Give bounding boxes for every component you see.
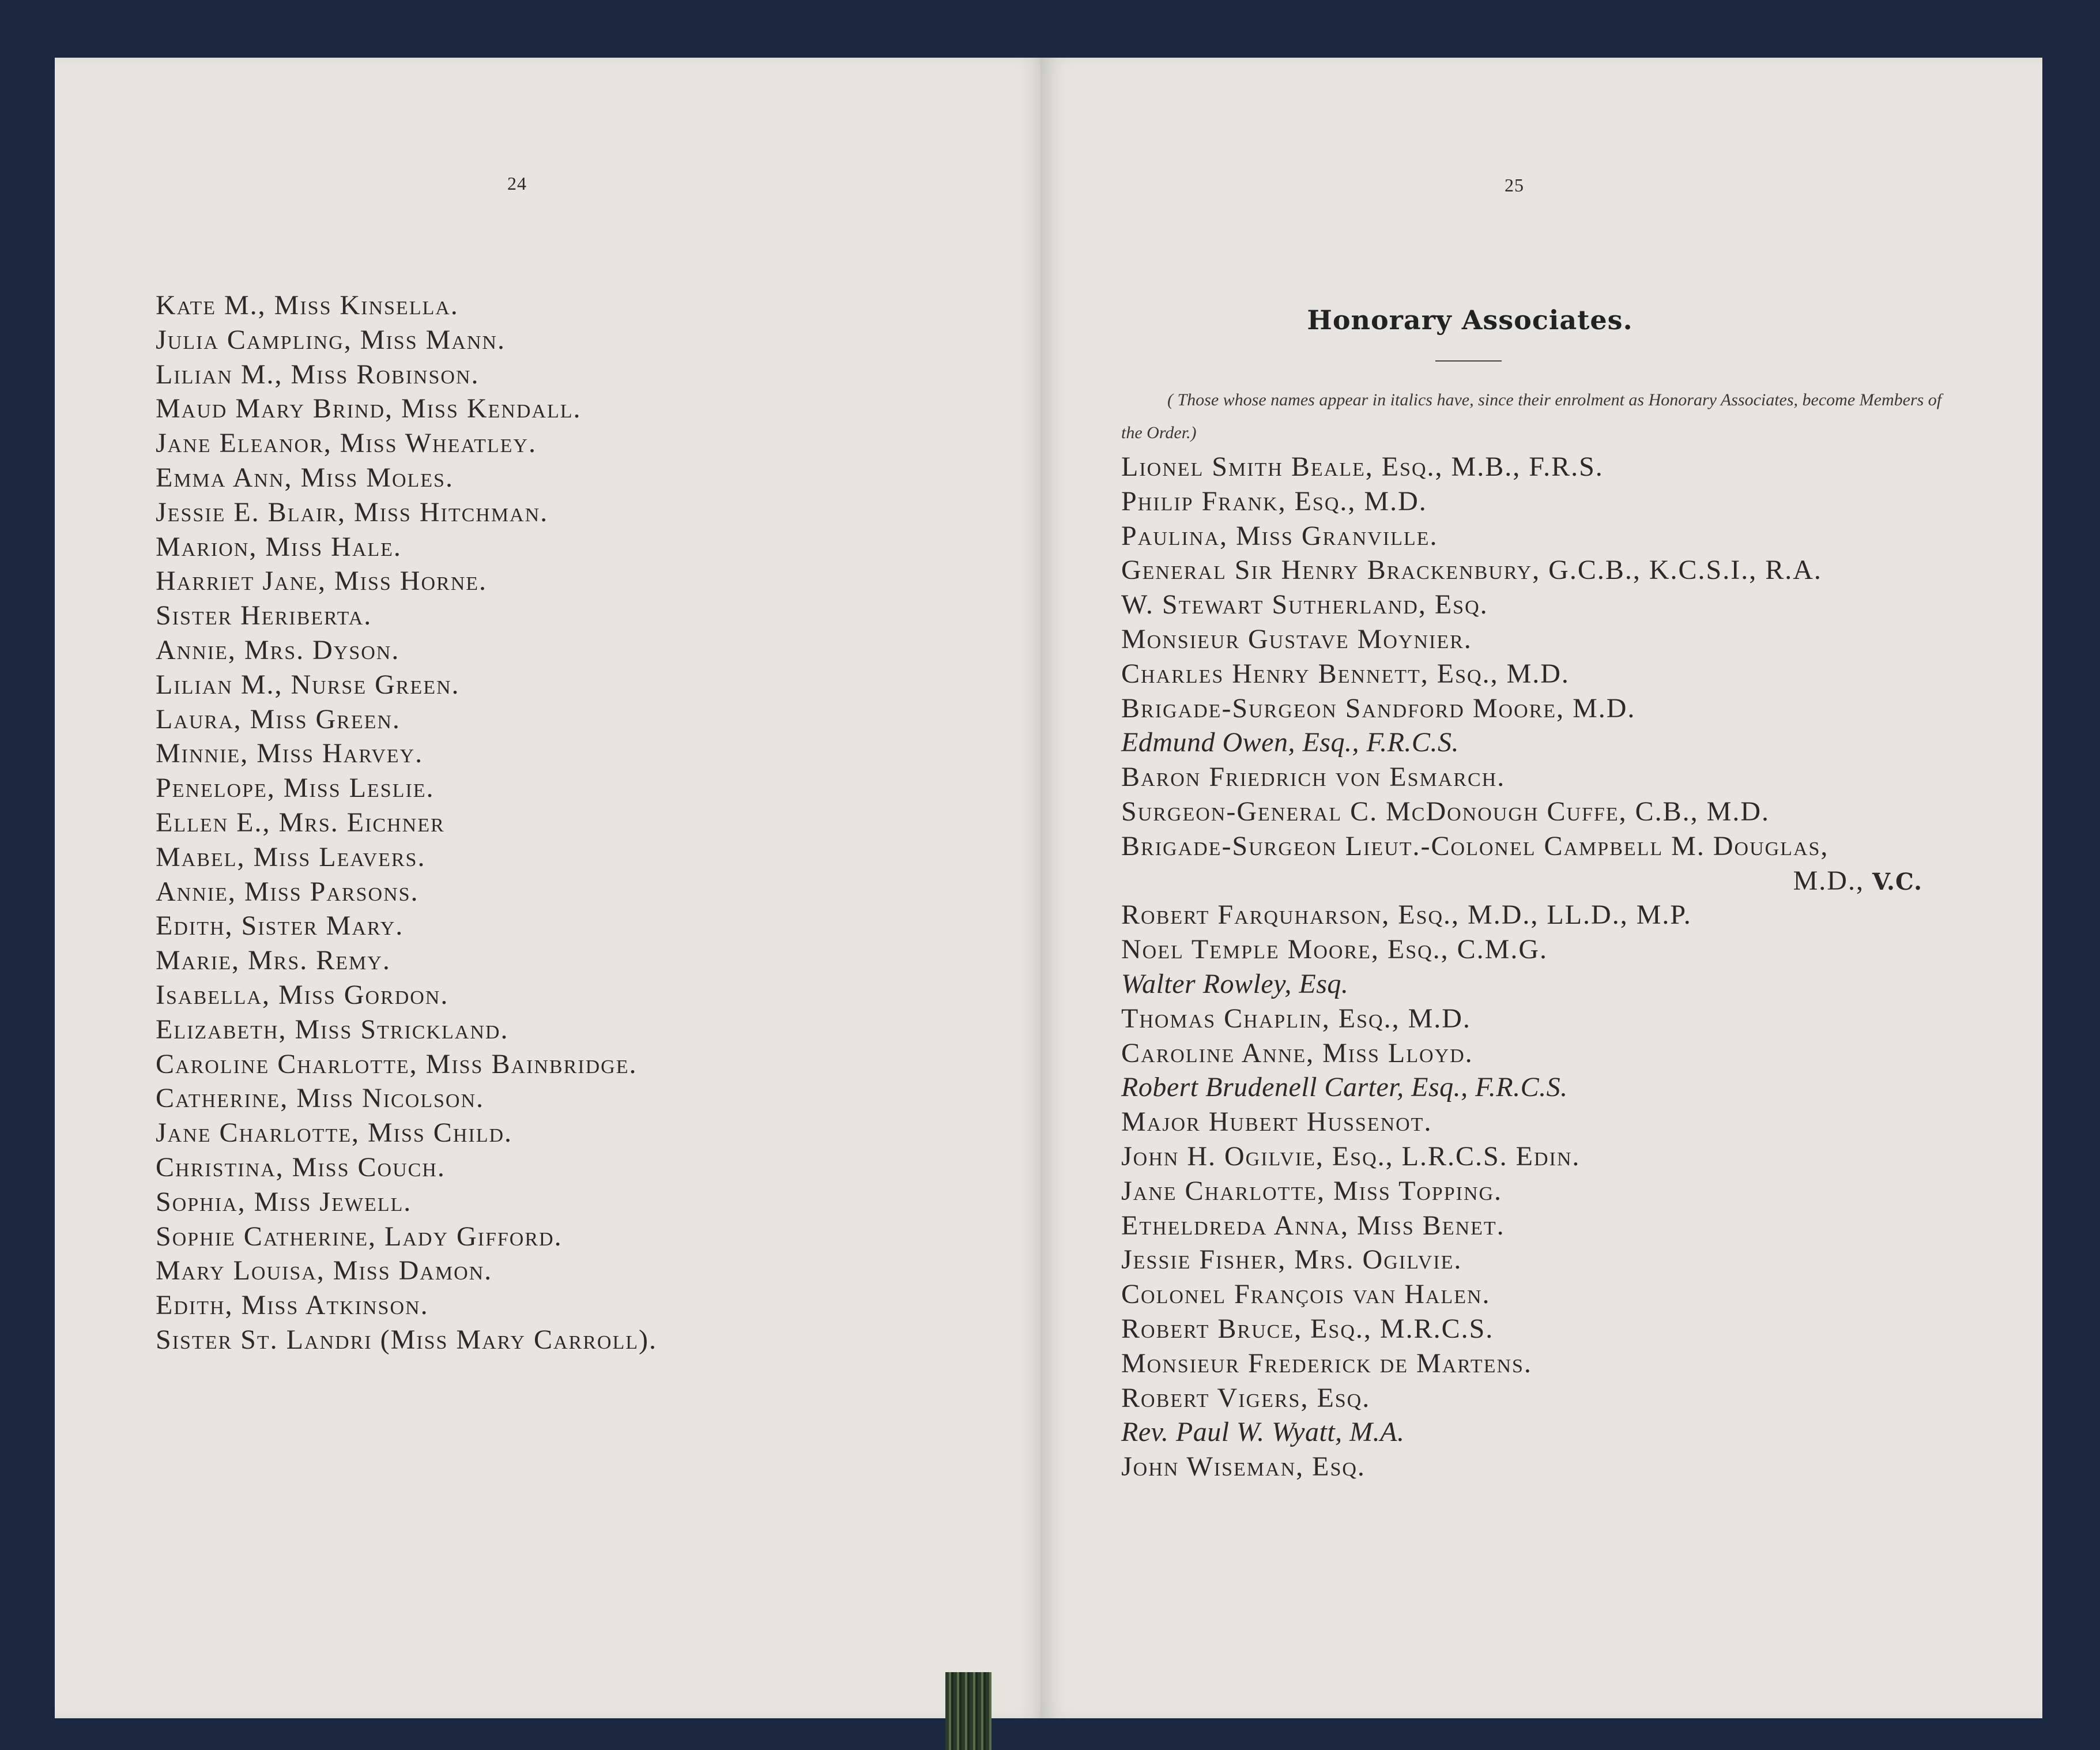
list-item: Marion, Miss Hale. [156, 531, 402, 562]
list-item: Jessie Fisher, Mrs. Ogilvie. [1121, 1244, 1462, 1275]
list-item-italic: Edmund Owen, Esq., F.R.C.S. [1121, 727, 1459, 758]
section-note: ( Those whose names appear in italics have, since their enrolment as Honorary Associates, become Members of the Order.) [1121, 390, 1942, 442]
list-item: Sister St. Landri (Miss Mary Carroll). [156, 1324, 657, 1355]
page-number-left: 24 [507, 173, 527, 194]
list-item: Marie, Mrs. Remy. [156, 945, 391, 976]
list-item: Catherine, Miss Nicolson. [156, 1083, 485, 1114]
list-item: John Wiseman, Esq. [1121, 1451, 1366, 1482]
list-item: Mabel, Miss Leavers. [156, 841, 426, 872]
list-item: Robert Vigers, Esq. [1121, 1382, 1371, 1413]
list-item: Maud Mary Brind, Miss Kendall. [156, 393, 582, 424]
list-item: Brigade-Surgeon Sandford Moore, M.D. [1121, 693, 1636, 724]
list-item: Jane Eleanor, Miss Wheatley. [156, 428, 537, 459]
list-item: Annie, Miss Parsons. [156, 876, 419, 907]
list-item: Robert Farquharson, Esq., M.D., LL.D., M.P. [1121, 900, 1692, 931]
list-item: Kate M., Miss Kinsella. [156, 290, 459, 321]
list-item: Penelope, Miss Leslie. [156, 773, 435, 804]
list-item-italic: Walter Rowley, Esq. [1121, 968, 1349, 999]
book-spine [945, 1672, 991, 1750]
list-item: Paulina, Miss Granville. [1121, 520, 1438, 551]
section-title: Honorary Associates. [1307, 304, 1633, 336]
list-item: Lionel Smith Beale, Esq., M.B., F.R.S. [1121, 451, 1604, 482]
list-item-italic: Rev. Paul W. Wyatt, M.A. [1121, 1417, 1405, 1448]
list-item: Laura, Miss Green. [156, 703, 401, 735]
list-item: Edith, Sister Mary. [156, 910, 404, 942]
list-item: Caroline Charlotte, Miss Bainbridge. [156, 1048, 638, 1079]
list-item: Ellen E., Mrs. Eichner [156, 807, 445, 838]
list-item: Etheldreda Anna, Miss Benet. [1121, 1210, 1505, 1241]
list-item: Monsieur Gustave Moynier. [1121, 623, 1472, 654]
continuation-text: M.D., [1793, 865, 1864, 896]
list-item: Isabella, Miss Gordon. [156, 979, 449, 1010]
list-item: Lilian M., Nurse Green. [156, 669, 460, 700]
list-item: Colonel François van Halen. [1121, 1279, 1491, 1310]
list-item: Charles Henry Bennett, Esq., M.D. [1121, 658, 1570, 689]
list-item: Edith, Miss Atkinson. [156, 1290, 429, 1321]
list-item: Minnie, Miss Harvey. [156, 738, 424, 769]
list-item: Christina, Miss Couch. [156, 1151, 446, 1183]
page-number-right: 25 [1505, 175, 1524, 195]
list-item-continuation [1121, 864, 1922, 898]
list-item: Monsieur Frederick de Martens. [1121, 1348, 1532, 1379]
list-item: Jane Charlotte, Miss Child. [156, 1117, 513, 1149]
list-item: Thomas Chaplin, Esq., M.D. [1121, 1003, 1471, 1034]
list-item: Brigade-Surgeon Lieut.-Colonel Campbell M. Douglas, [1121, 830, 1829, 861]
vc-mark: V.C. [1872, 868, 1922, 895]
list-item: Julia Campling, Miss Mann. [156, 324, 506, 355]
list-item: Robert Bruce, Esq., M.R.C.S. [1121, 1313, 1494, 1344]
list-item: Noel Temple Moore, Esq., C.M.G. [1121, 934, 1548, 965]
list-item: Mary Louisa, Miss Damon. [156, 1255, 493, 1286]
list-item: W. Stewart Sutherland, Esq. [1121, 589, 1488, 620]
list-item: Elizabeth, Miss Strickland. [156, 1014, 509, 1045]
list-item: General Sir Henry Brackenbury, G.C.B., K.C.S.I., R.A. [1121, 555, 1822, 586]
list-item: Sister Heriberta. [156, 600, 372, 631]
list-item: Annie, Mrs. Dyson. [156, 634, 400, 665]
list-item-italic: Robert Brudenell Carter, Esq., F.R.C.S. [1121, 1072, 1568, 1103]
list-item: Philip Frank, Esq., M.D. [1121, 486, 1427, 517]
title-divider [1435, 360, 1502, 362]
list-item: Harriet Jane, Miss Horne. [156, 566, 488, 597]
left-entries-list [156, 288, 657, 1357]
list-item: Jessie E. Blair, Miss Hitchman. [156, 496, 549, 528]
list-item: Major Hubert Hussenot. [1121, 1107, 1432, 1138]
list-item: Caroline Anne, Miss Lloyd. [1121, 1037, 1473, 1068]
list-item: Baron Friedrich von Esmarch. [1121, 762, 1506, 793]
right-entries-list [1121, 450, 1922, 1484]
list-item: John H. Ogilvie, Esq., L.R.C.S. Edin. [1121, 1141, 1581, 1172]
list-item: Sophie Catherine, Lady Gifford. [156, 1221, 563, 1252]
list-item: Surgeon-General C. McDonough Cuffe, C.B., M.D. [1121, 796, 1770, 827]
list-item: Emma Ann, Miss Moles. [156, 462, 454, 493]
list-item: Jane Charlotte, Miss Topping. [1121, 1175, 1503, 1206]
list-item: Lilian M., Miss Robinson. [156, 359, 480, 390]
list-item: Sophia, Miss Jewell. [156, 1186, 412, 1217]
